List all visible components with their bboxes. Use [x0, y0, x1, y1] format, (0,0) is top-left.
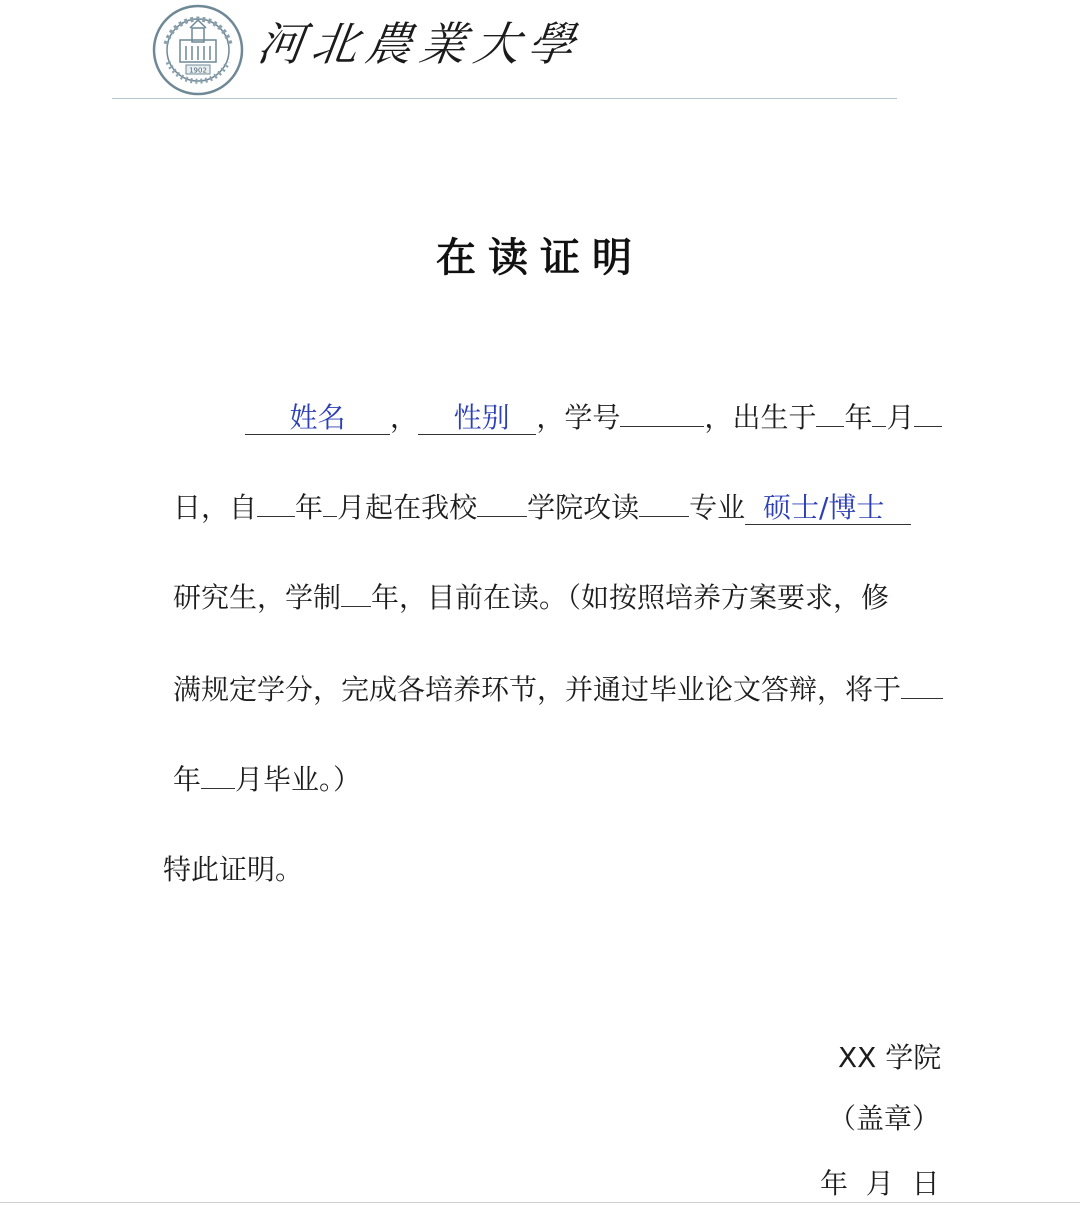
signature-date: 年 月 日 [820, 1167, 940, 1200]
major-blank[interactable] [639, 488, 689, 517]
letterhead [0, 0, 1080, 102]
header-divider [112, 98, 897, 99]
student-id-blank[interactable] [620, 398, 704, 427]
page-title: 在读证明 [436, 235, 644, 281]
birth-month-blank[interactable] [872, 398, 886, 427]
body-line-5: 年 月毕业。） [173, 760, 361, 800]
enroll-year-blank[interactable] [257, 488, 295, 517]
gender-field[interactable]: 性别 [418, 401, 536, 435]
degree-field[interactable]: 硕士/博士 [745, 491, 911, 525]
name-field[interactable]: 姓名 [245, 401, 390, 435]
graduation-month-blank[interactable] [201, 760, 235, 789]
university-name-logo: 河北農業大學 [254, 17, 586, 71]
body-line-3: 研究生，学制 年，目前在读。（如按照培养方案要求，修 [173, 578, 889, 618]
signature-college: XX 学院 [838, 1041, 942, 1074]
signature-stamp: （盖章） [828, 1102, 941, 1135]
body-line-4: 满规定学分，完成各培养环节，并通过毕业论文答辩，将于 [173, 670, 943, 710]
enroll-month-blank[interactable] [323, 488, 337, 517]
page-bottom-edge [0, 1202, 1080, 1203]
university-seal-icon [152, 4, 244, 96]
program-length-blank[interactable] [341, 578, 371, 607]
body-line-2: 日，自 年 月起在我校 学院攻读 专业 硕士/博士 [173, 488, 911, 528]
graduation-year-blank[interactable] [901, 670, 943, 699]
birth-day-blank[interactable] [914, 398, 942, 427]
college-blank[interactable] [477, 488, 527, 517]
svg-text:1902: 1902 [189, 66, 207, 75]
certify-statement: 特此证明。 [163, 853, 304, 886]
birth-year-blank[interactable] [816, 398, 844, 427]
body-line-1: 姓名 ， 性别 ，学号 ，出生于 年 月 [245, 398, 942, 438]
